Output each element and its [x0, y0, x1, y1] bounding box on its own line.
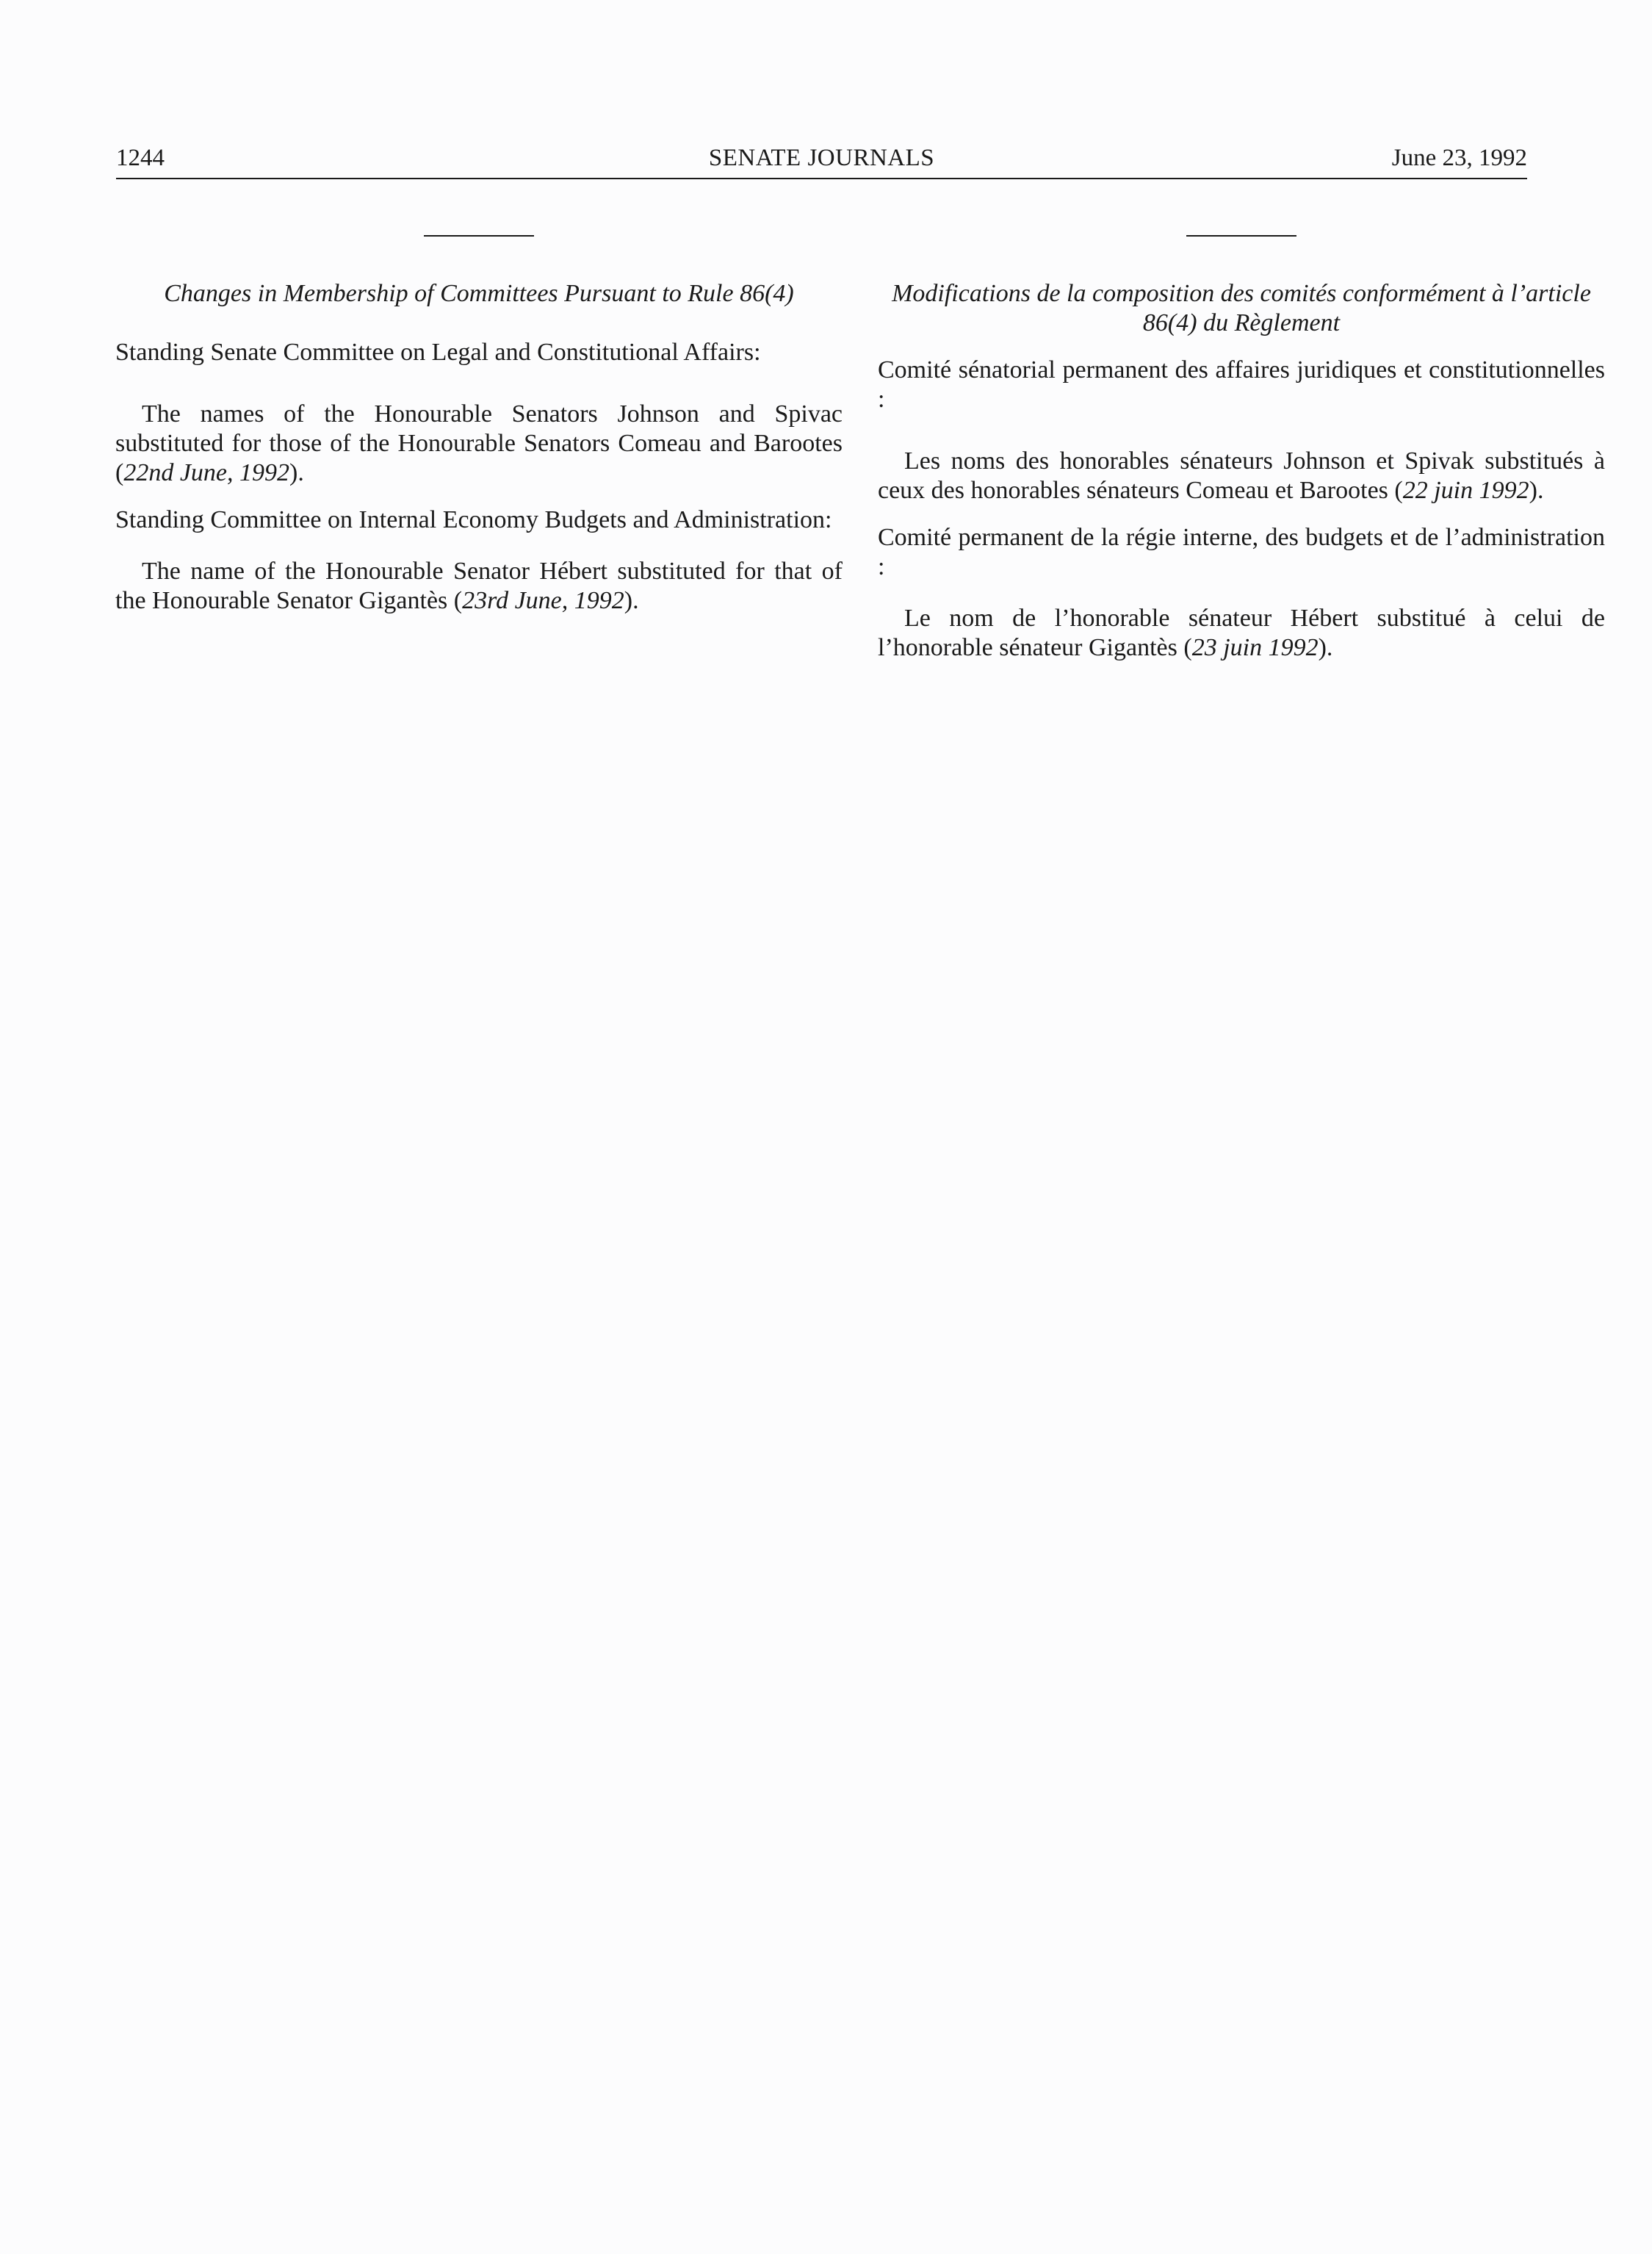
- entry-text: The name of the Honourable Senator Hébert substituted for that of the Honourable Senator Gigantès (: [115, 558, 843, 614]
- header-date: June 23, 1992: [1391, 145, 1527, 171]
- committee-legal-fr: Comité sénatorial permanent des affaires juridiques et constitutionnelles :: [878, 356, 1605, 413]
- page-number: 1244: [116, 145, 165, 171]
- entry-end: ).: [1529, 477, 1544, 504]
- entry-date: 23 juin 1992: [1191, 634, 1319, 661]
- entry-date: 22 juin 1992: [1402, 477, 1529, 504]
- committee-internal-economy-en: Standing Committee on Internal Economy Budgets and Administration:: [115, 506, 832, 533]
- english-column: [115, 228, 843, 616]
- entry-end: ).: [1318, 634, 1333, 661]
- membership-entry-en-2: [115, 557, 843, 616]
- section-divider: [424, 235, 534, 237]
- section-divider: [1186, 235, 1296, 237]
- committee-internal-economy-fr: Comité permanent de la régie interne, des budgets et de l’administration :: [878, 524, 1605, 580]
- running-header: [116, 137, 1527, 179]
- membership-entry-fr-2: [878, 604, 1605, 663]
- committee-legal-en: Standing Senate Committee on Legal and Constitutional Affairs:: [115, 339, 761, 366]
- journal-title: SENATE JOURNALS: [708, 145, 935, 171]
- entry-end: ).: [289, 459, 304, 486]
- entry-end: ).: [624, 587, 639, 614]
- membership-entry-en-1: [115, 400, 843, 488]
- entry-text: The names of the Honourable Senators Johnson and Spivac substituted for those of the Honourable Senators Comeau and Barootes (: [115, 400, 843, 486]
- section-heading-en: Changes in Membership of Committees Pursuant to Rule 86(4): [164, 280, 794, 307]
- entry-date: 23rd June, 1992: [462, 587, 624, 614]
- header-rule: [116, 178, 1527, 179]
- entry-text: Le nom de l’honorable sénateur Hébert substitué à celui de l’honorable sénateur Gigantès (: [878, 605, 1605, 661]
- entry-date: 22nd June, 1992: [123, 459, 290, 486]
- french-column: [878, 228, 1605, 663]
- entry-text: Les noms des honorables sénateurs Johnson et Spivak substitués à ceux des honorables sénateurs Comeau et Barootes (: [878, 447, 1605, 504]
- membership-entry-fr-1: [878, 447, 1605, 505]
- section-heading-fr: Modifications de la composition des comités conformément à l’article 86(4) du Règlement: [892, 280, 1591, 336]
